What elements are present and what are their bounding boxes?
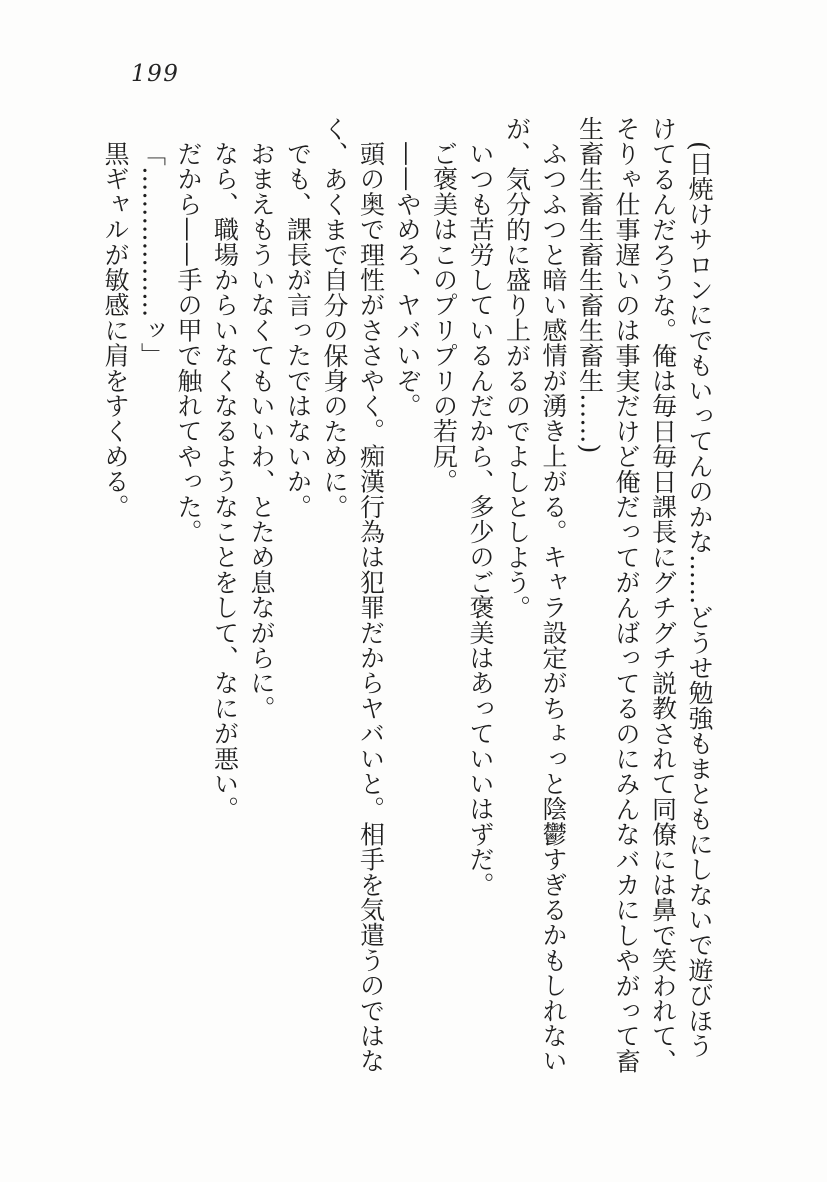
- paragraph: 頭の奥で理性がささやく。痴漢行為は犯罪だからヤバいと。相手を気遣うのではなく、あくまで自分の保身のために。: [320, 116, 386, 1074]
- paragraph: 「………………ッ」: [137, 141, 167, 368]
- paragraph: だから——手の甲で触れてやった。: [174, 141, 203, 545]
- paragraph: 黒ギャルが敏感に肩をすくめる。: [101, 141, 130, 519]
- page-number: 199: [131, 61, 180, 87]
- paragraph: ふつふつと暗い感情が湧き上がる。キャラ設定がちょっと陰鬱すぎるかもしれないが、気分的に盛り上がるのでよしとしよう。: [502, 116, 568, 1074]
- paragraph: (日焼けサロンにでもいってんのかな……どうせ勉強もまともにしないで遊びほうけてるんだろうな。俺は毎日毎日課長にグチグチ説教されて同僚には鼻で笑われて、そりゃ仕事遅いのは事実だけど俺だってがんばってるのにみんなバカにしやがって畜生畜生畜生畜生畜生畜生……): [575, 116, 714, 1074]
- paragraph: でも、課長が言ったではないか。: [283, 141, 313, 519]
- paragraph: ——やめろ、ヤバいぞ。: [393, 141, 422, 419]
- paragraph: なら、職場からいなくなるようなことをして、なにが悪い。: [210, 141, 240, 822]
- paragraph: ご褒美はこのプリプリの若尻。: [429, 141, 459, 494]
- paragraph: いつも苦労しているんだから、多少のご褒美はあっていいはずだ。: [466, 141, 495, 897]
- paragraph: おまえもういなくてもいいわ、とため息ながらに。: [247, 141, 276, 721]
- text-block: [97, 116, 718, 1074]
